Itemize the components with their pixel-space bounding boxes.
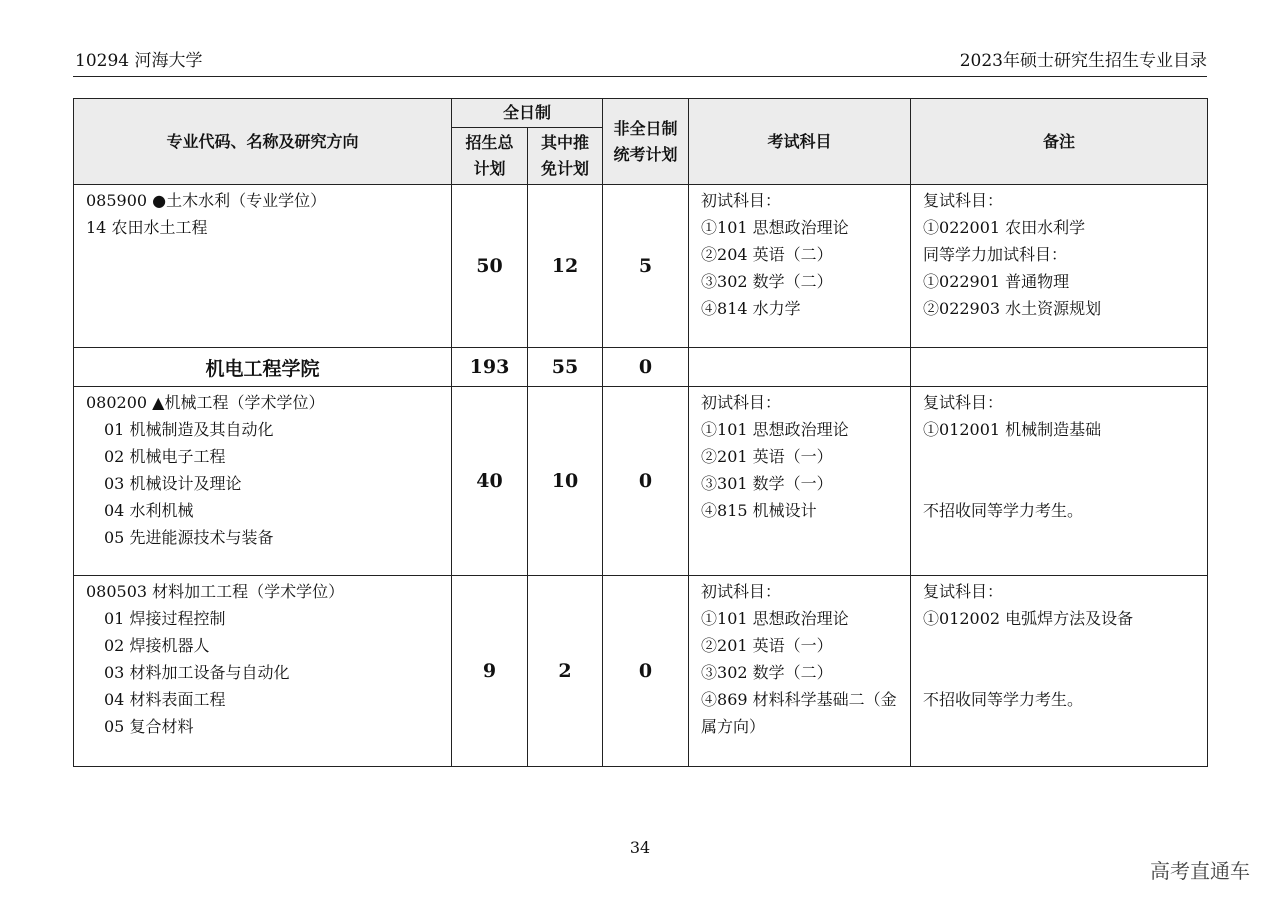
table-row — [74, 576, 1208, 767]
watermark: 高考直通车 — [1150, 859, 1250, 883]
subject-line: ①101 思想政治理论 — [701, 609, 849, 628]
remark-line: ①012001 机械制造基础 — [923, 420, 1102, 439]
college-remarks-empty — [911, 348, 1208, 387]
parttime-plan: 0 — [603, 387, 689, 576]
major-line: 14 农田水土工程 — [86, 218, 208, 237]
remarks-cell — [911, 576, 1208, 767]
subject-line: ②204 英语（二） — [701, 245, 833, 264]
direction-line: 02 焊接机器人 — [104, 636, 210, 655]
remark-line: ①022001 农田水利学 — [923, 218, 1086, 237]
header-right: 2023年硕士研究生招生专业目录 — [959, 51, 1207, 71]
subject-line: 初试科目： — [701, 191, 782, 210]
subject-line: ④815 机械设计 — [701, 501, 817, 520]
col-parttime-header — [603, 99, 689, 185]
subject-line: ④869 材料科学基础二（金 — [701, 690, 897, 709]
direction-line: 03 机械设计及理论 — [104, 474, 242, 493]
remark-line: 复试科目： — [923, 191, 1004, 210]
subject-line: ③302 数学（二） — [701, 663, 833, 682]
total-plan: 9 — [452, 576, 528, 767]
total-plan: 40 — [452, 387, 528, 576]
remark-line: ②022903 水土资源规划 — [923, 299, 1102, 318]
college-subjects-empty — [689, 348, 911, 387]
subject-line: 初试科目： — [701, 393, 782, 412]
remark-line: ①012002 电弧焊方法及设备 — [923, 609, 1134, 628]
subject-line: ③302 数学（二） — [701, 272, 833, 291]
college-exempt-plan: 55 — [528, 348, 603, 387]
parttime-plan: 5 — [603, 185, 689, 348]
remark-line: 复试科目： — [923, 393, 1004, 412]
col-remarks-header: 备注 — [911, 99, 1208, 185]
remark-line: ①022901 普通物理 — [923, 272, 1070, 291]
exam-subjects-cell — [689, 576, 911, 767]
col-total-text: 招生总计划 — [465, 133, 514, 178]
major-line: 080503 材料加工工程（学术学位） — [86, 582, 345, 601]
direction-line: 01 焊接过程控制 — [104, 609, 226, 628]
table-row — [74, 387, 1208, 576]
remarks-cell — [911, 185, 1208, 348]
remark-line: 不招收同等学力考生。 — [923, 501, 1084, 520]
subject-line: ③301 数学（一） — [701, 474, 833, 493]
page-number: 34 — [629, 838, 651, 857]
subject-line: 属方向） — [701, 717, 766, 736]
total-plan: 50 — [452, 185, 528, 348]
header-left: 10294 河海大学 — [75, 51, 203, 71]
remark-line: 不招收同等学力考生。 — [923, 690, 1084, 709]
subject-line: 初试科目： — [701, 582, 782, 601]
major-cell — [74, 387, 452, 576]
col-exempt-text: 其中推免计划 — [540, 133, 589, 178]
college-parttime-plan: 0 — [603, 348, 689, 387]
subject-line: ①101 思想政治理论 — [701, 218, 849, 237]
direction-line: 05 复合材料 — [104, 717, 194, 736]
direction-line: 05 先进能源技术与装备 — [104, 528, 274, 547]
direction-line: 01 机械制造及其自动化 — [104, 420, 274, 439]
col-exempt-header — [528, 128, 603, 185]
col-major-header: 专业代码、名称及研究方向 — [74, 99, 452, 185]
subject-line: ①101 思想政治理论 — [701, 420, 849, 439]
major-line: 085900 ●土木水利（专业学位） — [86, 191, 327, 210]
subject-line: ④814 水力学 — [701, 299, 801, 318]
major-line: 080200 ▲机械工程（学术学位） — [86, 393, 325, 412]
exam-subjects-cell — [689, 185, 911, 348]
subject-line: ②201 英语（一） — [701, 636, 833, 655]
col-subjects-header: 考试科目 — [689, 99, 911, 185]
exempt-plan: 10 — [528, 387, 603, 576]
major-cell — [74, 576, 452, 767]
remark-line: 复试科目： — [923, 582, 1004, 601]
direction-line: 04 材料表面工程 — [104, 690, 226, 709]
exempt-plan: 12 — [528, 185, 603, 348]
direction-line: 03 材料加工设备与自动化 — [104, 663, 290, 682]
col-parttime-text: 非全日制统考计划 — [613, 118, 678, 164]
remark-line: 同等学力加试科目： — [923, 245, 1068, 264]
major-cell — [74, 185, 452, 348]
remark-gap — [923, 443, 1207, 497]
college-row — [74, 348, 1208, 387]
direction-line: 02 机械电子工程 — [104, 447, 226, 466]
college-total-plan: 193 — [452, 348, 528, 387]
catalog-table — [73, 98, 1208, 767]
exam-subjects-cell — [689, 387, 911, 576]
remark-gap — [923, 632, 1207, 686]
col-total-header — [452, 128, 528, 185]
table-row — [74, 185, 1208, 348]
college-name: 机电工程学院 — [74, 348, 452, 387]
subject-line: ②201 英语（一） — [701, 447, 833, 466]
parttime-plan: 0 — [603, 576, 689, 767]
remarks-cell — [911, 387, 1208, 576]
col-fulltime-header: 全日制 — [452, 99, 603, 128]
header-rule — [73, 76, 1207, 77]
exempt-plan: 2 — [528, 576, 603, 767]
direction-line: 04 水利机械 — [104, 501, 194, 520]
